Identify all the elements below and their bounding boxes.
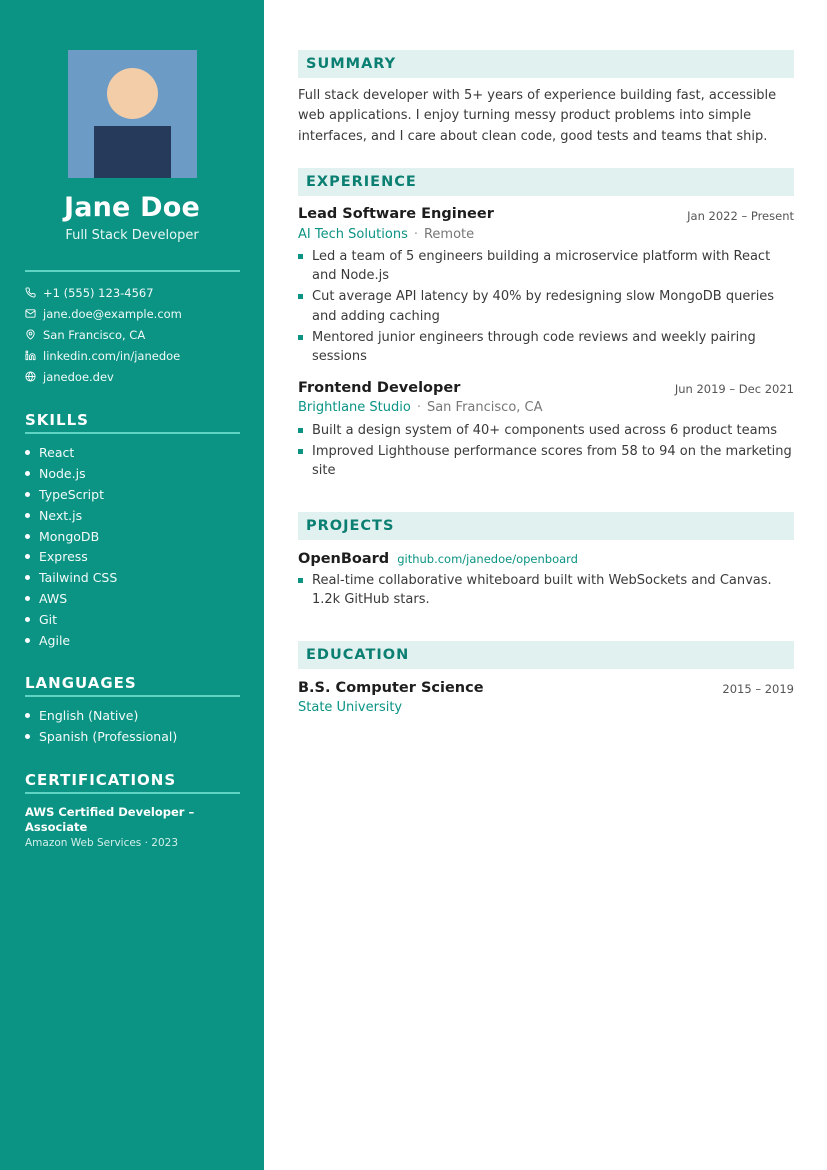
- summary-heading: SUMMARY: [298, 50, 794, 78]
- certifications-heading: CERTIFICATIONS: [25, 771, 177, 789]
- skills-heading: SKILLS: [25, 411, 89, 429]
- bullet-square: [298, 428, 303, 433]
- bullet-text: Cut average API latency by 40% by redesigning slow MongoDB queries and adding caching: [312, 289, 775, 324]
- separator-dot: ·: [416, 400, 421, 415]
- bullet-dot: [25, 575, 30, 580]
- job-company-line: [298, 400, 543, 415]
- list-item: [298, 421, 794, 440]
- job-location: San Francisco, CA: [426, 400, 543, 415]
- separator-dot: ·: [413, 227, 418, 242]
- skill-label: AWS: [39, 591, 68, 607]
- contact-text: San Francisco, CA: [43, 327, 146, 342]
- contact-text: jane.doe@example.com: [43, 306, 182, 321]
- list-item: [25, 546, 245, 567]
- bullet-text: Led a team of 5 engineers building a microservice platform with React and Node.js: [312, 249, 771, 284]
- project-title-line: [298, 551, 578, 567]
- list-item: [298, 287, 794, 326]
- job-title: Frontend Developer: [298, 380, 461, 396]
- cert-title: AWS Certified Developer – Associate: [25, 805, 195, 834]
- language-label: Spanish (Professional): [39, 728, 178, 744]
- profile-role: Full Stack Developer: [65, 228, 199, 243]
- skill-label: Git: [39, 612, 58, 628]
- education-heading: EDUCATION: [298, 641, 794, 669]
- skill-label: Node.js: [39, 465, 86, 481]
- bullet-dot: [25, 554, 30, 559]
- school-line: [298, 700, 402, 715]
- bullet-text: Mentored junior engineers through code reviews and weekly pairing sessions: [312, 329, 756, 365]
- skill-label: Tailwind CSS: [39, 570, 118, 586]
- skill-label: React: [39, 444, 75, 460]
- summary-text: Full stack developer with 5+ years of experience building fast, accessible web applications. I enjoy turning messy product problems into simple interfaces, and I care about clean code, good tests and teams that ship.: [298, 88, 777, 144]
- projects-heading: PROJECTS: [298, 512, 794, 540]
- globe-icon: [25, 371, 43, 382]
- experience-heading: EXPERIENCE: [298, 168, 794, 196]
- contact-text: +1 (555) 123-4567: [43, 285, 154, 300]
- linkedin-icon: [25, 350, 43, 361]
- bullet-dot: [25, 492, 30, 497]
- bullet-square: [298, 449, 303, 454]
- bullet-text: Built a design system of 40+ components used across 6 product teams: [312, 423, 778, 438]
- list-item: [25, 463, 245, 484]
- list-item: [25, 726, 245, 747]
- job-company-line: [298, 227, 474, 242]
- skill-label: TypeScript: [39, 486, 104, 502]
- company-name: Brightlane Studio: [298, 400, 411, 415]
- job-dates: Jan 2022 – Present: [687, 209, 794, 223]
- mail-icon: [25, 308, 43, 319]
- list-item: [25, 588, 245, 609]
- avatar-head: [107, 68, 158, 119]
- bullet-dot: [25, 638, 30, 643]
- bullet-square: [298, 335, 303, 340]
- divider: [25, 270, 240, 272]
- sidebar: [0, 0, 264, 1170]
- bullet-dot: [25, 596, 30, 601]
- list-item: [25, 705, 245, 726]
- list-item: [298, 571, 794, 610]
- job-location: Remote: [423, 227, 475, 242]
- divider: [25, 792, 240, 794]
- list-item: [25, 630, 245, 651]
- project-bullets: [298, 571, 794, 611]
- bullet-dot: [25, 617, 30, 622]
- language-label: English (Native): [39, 707, 139, 723]
- list-item: [298, 328, 794, 367]
- job-bullets: [298, 421, 794, 482]
- job-dates: Jun 2019 – Dec 2021: [674, 382, 794, 396]
- bullet-square: [298, 254, 303, 259]
- phone-icon: [25, 287, 43, 298]
- degree-title: B.S. Computer Science: [298, 680, 484, 696]
- location-pin-icon: [25, 329, 43, 340]
- avatar-body: [94, 126, 171, 178]
- bullet-text: Improved Lighthouse performance scores from 58 to 94 on the marketing site: [312, 443, 792, 479]
- project-title: OpenBoard: [298, 551, 390, 567]
- contact-linkedin[interactable]: [25, 345, 245, 366]
- contact-text: linkedin.com/in/janedoe: [43, 348, 181, 363]
- skill-label: Next.js: [39, 507, 83, 523]
- contact-location: [25, 324, 245, 345]
- school-name: State University: [298, 700, 403, 715]
- skill-label: Agile: [39, 632, 71, 648]
- divider: [25, 695, 240, 697]
- education-dates: 2015 – 2019: [722, 682, 794, 696]
- list-item: [25, 567, 245, 588]
- list-item: [25, 505, 245, 526]
- profile-photo: [68, 50, 197, 178]
- contact-email[interactable]: [25, 303, 245, 324]
- company-name: AI Tech Solutions: [298, 227, 408, 242]
- bullet-dot: [25, 713, 30, 718]
- list-item: [25, 609, 245, 630]
- bullet-dot: [25, 513, 30, 518]
- job-title: Lead Software Engineer: [298, 206, 494, 222]
- list-item: [298, 442, 794, 481]
- contact-website[interactable]: [25, 366, 245, 387]
- languages-list: [25, 705, 245, 747]
- contact-text: janedoe.dev: [43, 369, 114, 384]
- skills-list: [25, 442, 245, 651]
- languages-heading: LANGUAGES: [25, 674, 137, 692]
- skill-label: MongoDB: [39, 528, 100, 544]
- contact-phone[interactable]: [25, 282, 245, 303]
- project-link[interactable]: github.com/janedoe/openboard: [397, 552, 578, 566]
- bullet-square: [298, 294, 303, 299]
- job-bullets: [298, 247, 794, 368]
- profile-name: Jane Doe: [63, 192, 201, 223]
- bullet-dot: [25, 471, 30, 476]
- list-item: [25, 484, 245, 505]
- contact-list: [25, 282, 245, 387]
- list-item: [298, 247, 794, 286]
- skill-label: Express: [39, 549, 88, 565]
- list-item: [25, 442, 245, 463]
- cert-meta: Amazon Web Services · 2023: [25, 837, 179, 849]
- bullet-dot: [25, 450, 30, 455]
- bullet-text: Real-time collaborative whiteboard built with WebSockets and Canvas. 1.2k GitHub stars.: [312, 573, 772, 608]
- bullet-dot: [25, 734, 30, 739]
- list-item: [25, 526, 245, 547]
- bullet-square: [298, 578, 303, 583]
- divider: [25, 432, 240, 434]
- bullet-dot: [25, 534, 30, 539]
